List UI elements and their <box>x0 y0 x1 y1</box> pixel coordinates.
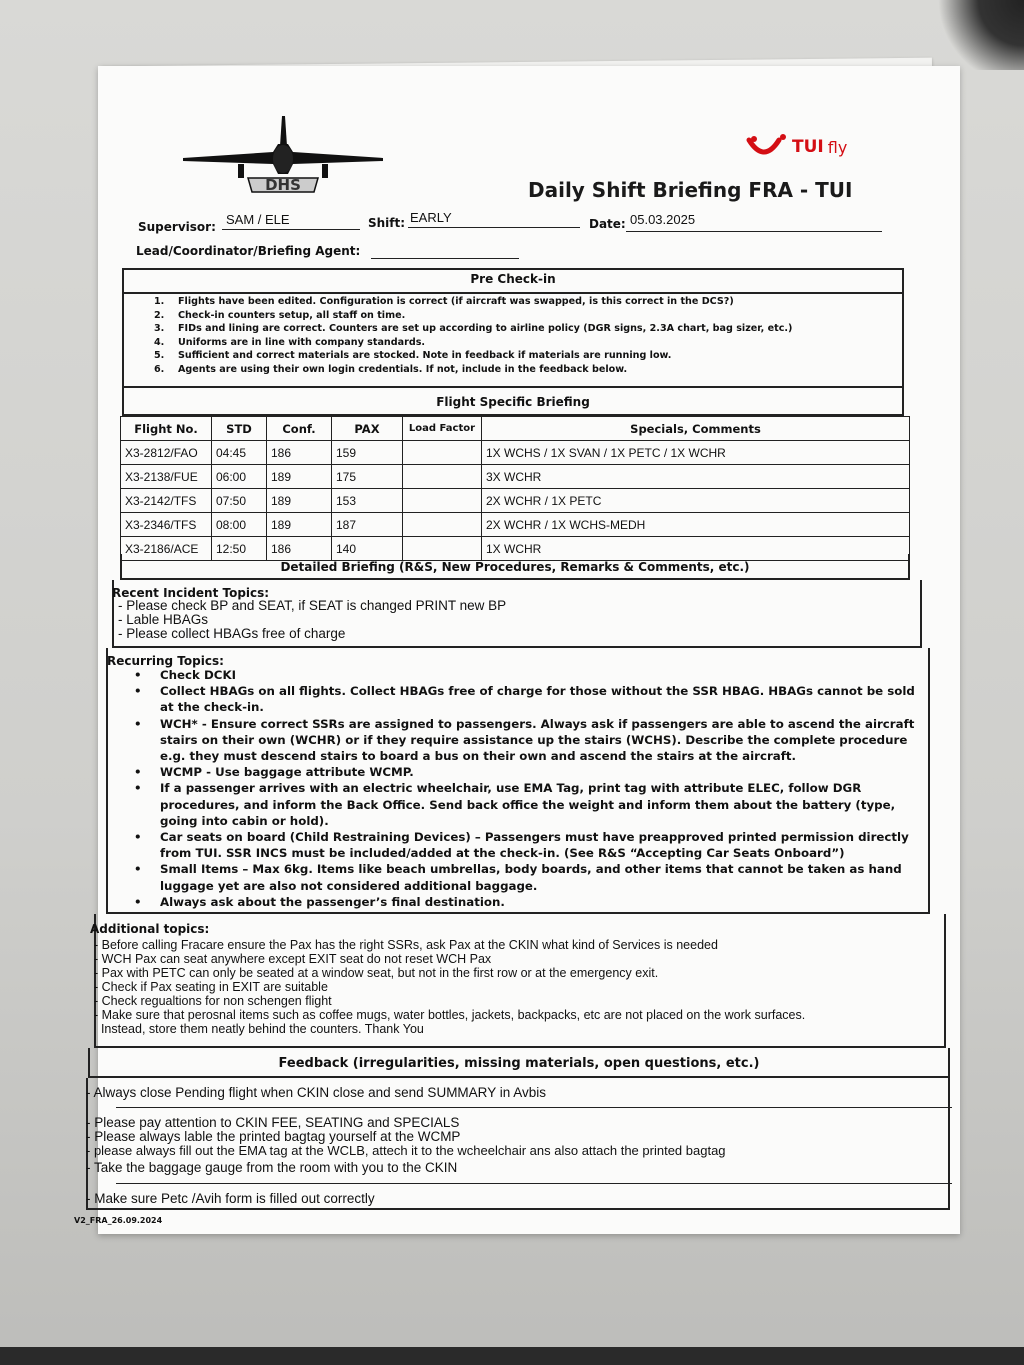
tui-fly-logo <box>746 134 847 160</box>
cell-pax: 140 <box>332 537 403 561</box>
version-code: V2_FRA_26.09.2024 <box>74 1216 163 1225</box>
feedback-line: - Please pay attention to CKIN FEE, SEATING and SPECIALS <box>86 1115 460 1130</box>
page-title: Daily Shift Briefing FRA - TUI <box>528 178 853 202</box>
cell-specials: 1X WCHR <box>482 537 910 561</box>
cell-conf: 189 <box>267 489 332 513</box>
dhs-plane-logo <box>178 114 388 199</box>
feedback-divider <box>116 1107 952 1108</box>
table-row <box>121 441 910 465</box>
list-item: • Collect HBAGs on all flights. Collect HBAGs free of charge for those without the SSR HBAG. HBAGs cannot be sold <box>134 684 915 699</box>
cell-flight: X3-2186/ACE <box>121 537 212 561</box>
tui-brand-text: TUI <box>792 137 824 157</box>
col-conf: Conf. <box>267 417 332 441</box>
col-flight-no: Flight No. <box>121 417 212 441</box>
list-item: e.g. they must descend stairs to board a bus on their own and ascend the stairs at the aircraft. <box>160 749 797 764</box>
table-row <box>121 513 910 537</box>
feedback-line: - Make sure Petc /Avih form is filled out correctly <box>86 1191 375 1206</box>
cell-pax: 153 <box>332 489 403 513</box>
list-item: 3. FIDs and lining are correct. Counters are set up according to airline policy (DGR signs, 2.3A chart, bag sizer, etc.) <box>154 323 793 335</box>
col-specials: Specials, Comments <box>482 417 910 441</box>
cell-conf: 189 <box>267 465 332 489</box>
list-item: going into cabin or hold). <box>160 813 329 828</box>
fly-brand-text: fly <box>827 137 848 157</box>
additional-topic-item: - Check regualtions for non schengen flight <box>94 994 332 1008</box>
cell-specials: 1X WCHS / 1X SVAN / 1X PETC / 1X WCHR <box>482 441 910 465</box>
col-std: STD <box>212 417 267 441</box>
feedback-line: - Always close Pending flight when CKIN close and send SUMMARY in Avbis <box>86 1085 546 1100</box>
additional-topic-item: - Check if Pax seating in EXIT are suitable <box>94 980 328 994</box>
additional-topic-item: - Pax with PETC can only be seated at a window seat, but not in the first row or at the emergency exit. <box>94 966 659 980</box>
shift-label: Shift: <box>368 216 406 230</box>
recurring-topics-list <box>134 667 915 910</box>
feedback-title: Feedback (irregularities, missing materials, open questions, etc.) <box>278 1056 760 1071</box>
cell-std: 04:45 <box>212 441 267 465</box>
cell-specials: 3X WCHR <box>482 465 910 489</box>
lead-underline <box>371 258 519 259</box>
list-item: 6. Agents are using their own login credentials. If not, include in the feedback below. <box>154 363 628 375</box>
list-item: • Check DCKI <box>134 668 236 682</box>
cell-load-factor <box>403 441 482 465</box>
recent-topic-item: - Lable HBAGs <box>118 612 209 627</box>
recurring-topics-title: Recurring Topics: <box>107 654 224 668</box>
cell-specials: 2X WCHR / 1X WCHS-MEDH <box>482 513 910 537</box>
list-item: 1. Flights have been edited. Configuration is correct (if aircraft was swapped, is this correct in the DCS?) <box>154 296 734 307</box>
cell-std: 07:50 <box>212 489 267 513</box>
table-row <box>121 489 910 513</box>
pre-checkin-list <box>154 295 792 377</box>
background-bottom <box>0 1347 1024 1365</box>
list-item: procedures, and inform the Back Office. Send back office the weight and inform them about the battery (type, <box>160 797 896 812</box>
flights-table <box>120 416 910 561</box>
cell-pax: 175 <box>332 465 403 489</box>
list-item: • If a passenger arrives with an electric wheelchair, use EMA Tag, print tag with attribute ELEC, follow DGR <box>134 781 862 796</box>
col-load-factor: Load Factor <box>403 417 482 441</box>
additional-topic-item: - Before calling Fracare ensure the Pax has the right SSRs, ask Pax at the CKIN what kind of Services is needed <box>94 938 718 952</box>
cell-std: 06:00 <box>212 465 267 489</box>
list-item: from TUI. SSR INCS must be included/added at the check-in. (See R&S “Accepting Car Seats Onboard”) <box>160 846 845 861</box>
dhs-logo-text: DHS <box>265 176 301 194</box>
recent-topics-title: Recent Incident Topics: <box>112 586 270 600</box>
cell-specials: 2X WCHR / 1X PETC <box>482 489 910 513</box>
cell-flight: X3-2812/FAO <box>121 441 212 465</box>
cell-load-factor <box>403 513 482 537</box>
additional-topics-title: Additional topics: <box>90 922 210 936</box>
cell-conf: 189 <box>267 513 332 537</box>
list-item: 4. Uniforms are in line with company standards. <box>154 336 426 348</box>
tui-smile-icon <box>746 134 786 160</box>
cell-load-factor <box>403 465 482 489</box>
list-item: 5. Sufficient and correct materials are stocked. Note in feedback if materials are running low. <box>154 350 672 362</box>
pre-checkin-title: Pre Check-in <box>470 272 556 286</box>
recent-topic-item: - Please check BP and SEAT, if SEAT is changed PRINT new BP <box>118 598 507 613</box>
feedback-line: - please always fill out the EMA tag at the WCLB, attech it to the wcheelchair ans also attach the printed bagtag <box>86 1143 726 1158</box>
list-item: stairs on their own (WCHR) or if they require assistance up the stairs (WCHS). Describe the complete procedure <box>160 732 908 747</box>
supervisor-underline <box>222 229 360 230</box>
background-corner <box>934 0 1024 70</box>
date-value: 05.03.2025 <box>630 212 696 227</box>
shift-underline <box>408 227 580 228</box>
list-item: luggage yet are also not considered additional baggage. <box>160 878 538 893</box>
cell-std: 12:50 <box>212 537 267 561</box>
pre-checkin-divider <box>122 292 904 294</box>
cell-conf: 186 <box>267 441 332 465</box>
additional-topic-item: - WCH Pax can seat anywhere except EXIT seat do not reset WCH Pax <box>94 952 492 966</box>
feedback-line: - Please always lable the printed bagtag yourself at the WCMP <box>86 1129 461 1144</box>
feedback-divider <box>116 1183 952 1184</box>
supervisor-value: SAM / ELE <box>226 212 290 227</box>
recent-topic-item: - Please collect HBAGs free of charge <box>118 626 346 641</box>
cell-flight: X3-2142/TFS <box>121 489 212 513</box>
list-item: at the check-in. <box>160 700 264 715</box>
table-header-row <box>121 417 910 441</box>
list-item: • Always ask about the passenger’s final destination. <box>134 894 505 909</box>
additional-topic-item: Instead, store them neatly behind the counters. Thank You <box>94 1022 424 1036</box>
detailed-title: Detailed Briefing (R&S, New Procedures, Remarks & Comments, etc.) <box>280 560 750 574</box>
cell-flight: X3-2138/FUE <box>121 465 212 489</box>
list-item: • WCMP - Use baggage attribute WCMP. <box>134 765 414 780</box>
feedback-line: - Take the baggage gauge from the room with you to the CKIN <box>86 1160 458 1175</box>
list-item: • Small Items – Max 6kg. Items like beach umbrellas, body boards, and other items that cannot be taken as hand <box>134 862 902 877</box>
cell-load-factor <box>403 489 482 513</box>
date-underline <box>626 231 882 232</box>
flight-briefing-title: Flight Specific Briefing <box>436 395 590 409</box>
cell-conf: 186 <box>267 537 332 561</box>
list-item: • Car seats on board (Child Restraining Devices) – Passengers must have preapproved printed permission directly <box>134 830 909 845</box>
supervisor-label: Supervisor: <box>138 220 216 234</box>
date-label: Date: <box>589 217 626 231</box>
lead-label: Lead/Coordinator/Briefing Agent: <box>136 244 361 258</box>
list-item: • WCH* - Ensure correct SSRs are assigned to passengers. Always ask if passengers are able to ascend the aircraft <box>134 716 915 731</box>
list-item: 2. Check-in counters setup, all staff on time. <box>154 309 406 321</box>
col-pax: PAX <box>332 417 403 441</box>
cell-std: 08:00 <box>212 513 267 537</box>
additional-topic-item: - Make sure that perosnal items such as coffee mugs, water bottles, jackets, backpacks, etc are not placed on the work surfaces. <box>94 1008 806 1022</box>
table-row <box>121 465 910 489</box>
cell-flight: X3-2346/TFS <box>121 513 212 537</box>
briefing-sheet <box>74 66 960 1234</box>
cell-pax: 159 <box>332 441 403 465</box>
cell-pax: 187 <box>332 513 403 537</box>
shift-value: EARLY <box>410 210 452 225</box>
